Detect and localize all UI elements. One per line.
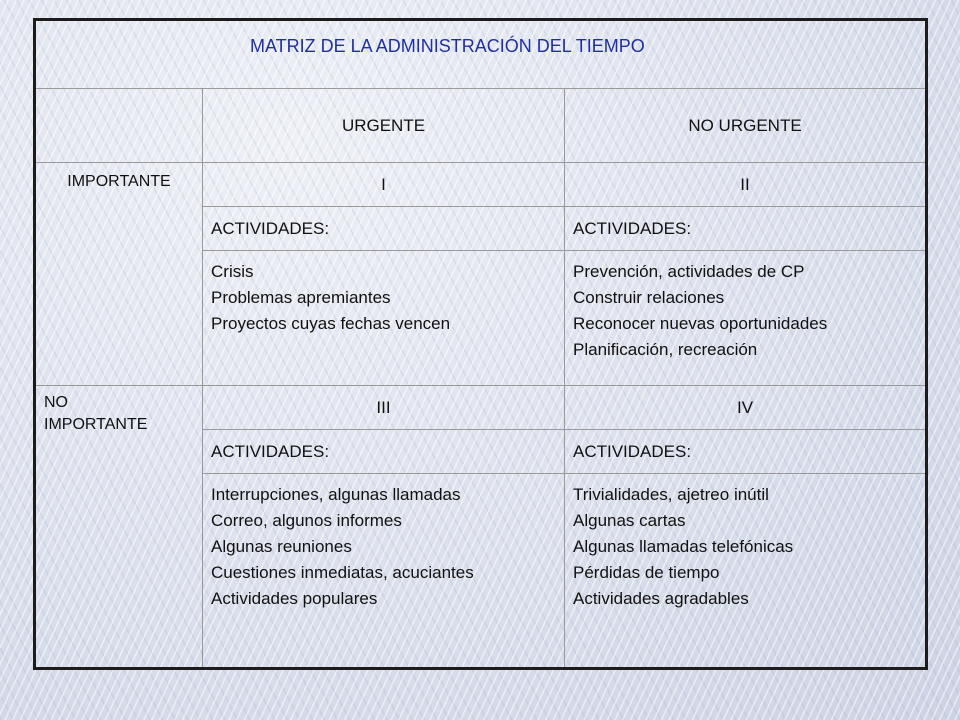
quadrant-2-number: II [565, 163, 927, 207]
list-item: Pérdidas de tiempo [573, 563, 720, 582]
list-item: Interrupciones, algunas llamadas [211, 485, 461, 504]
list-item: Algunas cartas [573, 511, 686, 530]
list-item: Reconocer nuevas oportunidades [573, 314, 828, 333]
row-label-not-important: NO IMPORTANTE [44, 394, 148, 433]
quadrant-4-list [573, 482, 925, 612]
list-item: Actividades agradables [573, 589, 749, 608]
quadrant-4-header: ACTIVIDADES: [565, 430, 927, 474]
not-important-number-row [35, 386, 927, 430]
list-item: Planificación, recreación [573, 340, 758, 359]
matrix-title: MATRIZ DE LA ADMINISTRACIÓN DEL TIEMPO [250, 36, 645, 56]
time-management-matrix [33, 18, 928, 670]
quadrant-4-number: IV [565, 386, 927, 430]
list-item: Problemas apremiantes [211, 288, 391, 307]
list-item: Prevención, actividades de CP [573, 262, 805, 281]
title-cell [35, 20, 927, 89]
title-row [35, 20, 927, 89]
quadrant-2-list-cell [565, 251, 927, 386]
list-item: Trivialidades, ajetreo inútil [573, 485, 769, 504]
quadrant-1-list [211, 259, 564, 337]
list-item: Algunas reuniones [211, 537, 352, 556]
quadrant-3-list [211, 482, 564, 612]
row-label-not-important-cell [35, 386, 203, 669]
list-item: Crisis [211, 262, 254, 281]
row-label-important-cell [35, 163, 203, 386]
quadrant-2-header: ACTIVIDADES: [565, 207, 927, 251]
quadrant-1-list-cell [203, 251, 565, 386]
list-item: Proyectos cuyas fechas vencen [211, 314, 451, 333]
column-header-row [35, 89, 927, 163]
quadrant-4-list-cell [565, 474, 927, 669]
list-item: Actividades populares [211, 589, 378, 608]
list-item: Cuestiones inmediatas, acuciantes [211, 563, 474, 582]
column-header-urgent: URGENTE [203, 89, 565, 163]
quadrant-1-header: ACTIVIDADES: [203, 207, 565, 251]
important-number-row [35, 163, 927, 207]
quadrant-1-number: I [203, 163, 565, 207]
list-item: Algunas llamadas telefónicas [573, 537, 794, 556]
corner-cell [35, 89, 203, 163]
row-label-important: IMPORTANTE [67, 173, 171, 190]
list-item: Correo, algunos informes [211, 511, 402, 530]
quadrant-2-list [573, 259, 925, 363]
column-header-not-urgent: NO URGENTE [565, 89, 927, 163]
list-item: Construir relaciones [573, 288, 725, 307]
quadrant-3-header: ACTIVIDADES: [203, 430, 565, 474]
quadrant-3-number: III [203, 386, 565, 430]
quadrant-3-list-cell [203, 474, 565, 669]
